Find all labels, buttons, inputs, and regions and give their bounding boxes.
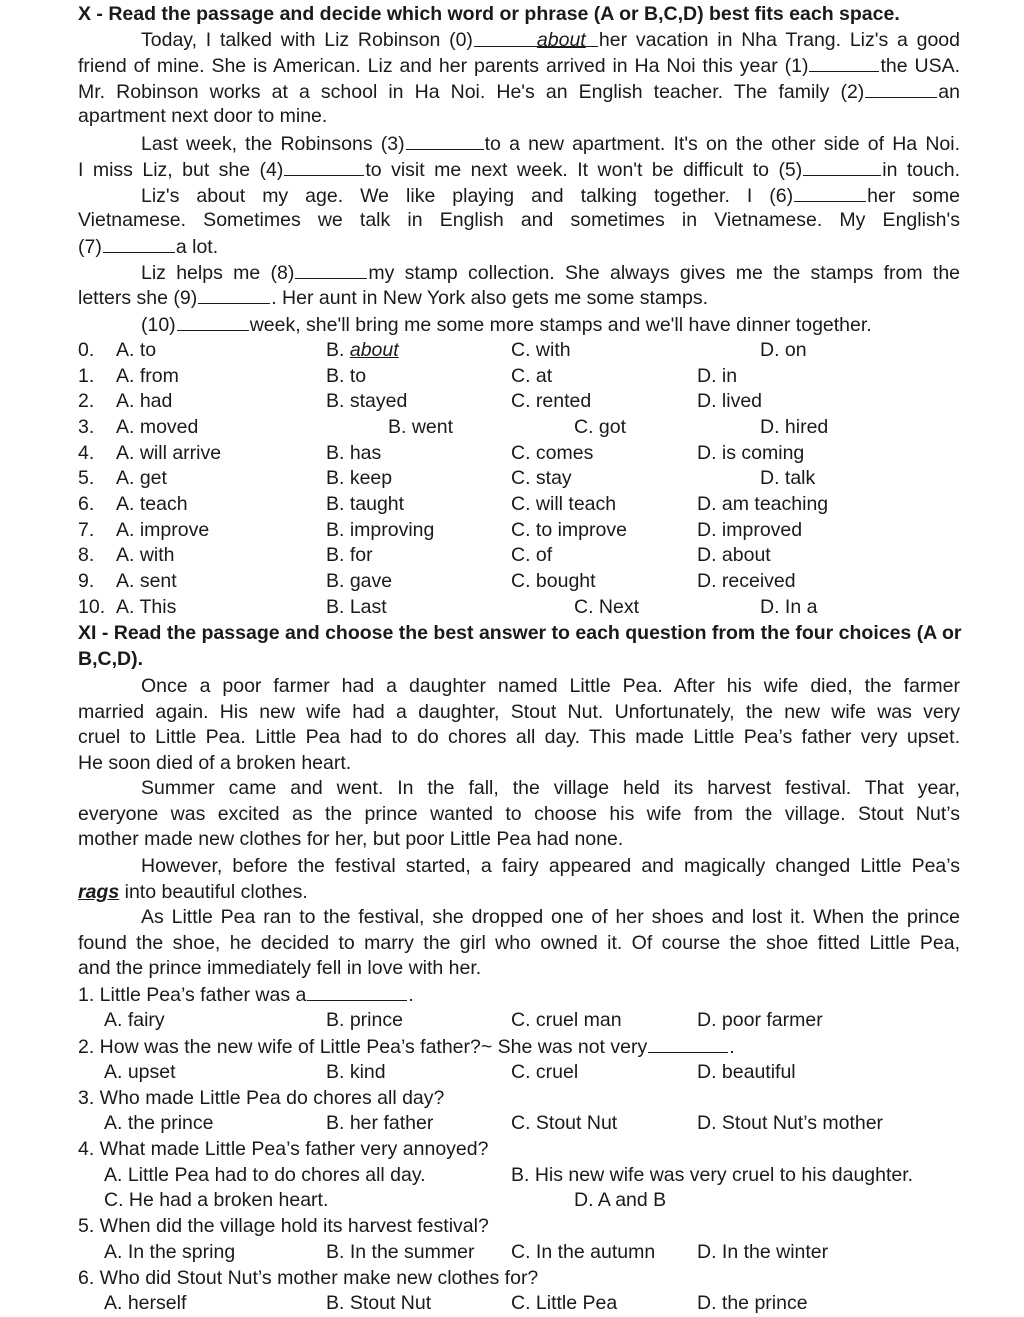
- x-item-5-option-d: D. talk: [760, 467, 816, 489]
- item-number: 1.: [78, 365, 95, 387]
- x-item-7-option-d: D. improved: [697, 519, 803, 541]
- x-item-9-option-a: A. sent: [116, 570, 177, 592]
- q3-option-d: D. Stout Nut’s mother: [697, 1112, 884, 1134]
- item-number: 10.: [78, 596, 106, 618]
- passage-line: Liz's about my age. We like playing and talking together. I (6) her some: [141, 185, 960, 207]
- x-item-10-option-b: B. Last: [326, 596, 387, 618]
- passage-line: As Little Pea ran to the festival, she dropped one of her shoes and lost it. When the prince: [141, 906, 960, 928]
- x-item-3-option-a: A. moved: [116, 416, 199, 438]
- x-item-6-option-c: C. will teach: [511, 493, 617, 515]
- q2-option-b: B. kind: [326, 1061, 386, 1083]
- blank-4: [284, 157, 364, 176]
- q1-option-c: C. cruel man: [511, 1009, 622, 1031]
- x-item-1-option-c: C. at: [511, 365, 553, 387]
- question-5: 5. When did the village hold its harvest festival?: [78, 1215, 489, 1237]
- blank-8: [295, 260, 367, 279]
- x-item-4-option-d: D. is coming: [697, 442, 805, 464]
- item-number: 9.: [78, 570, 95, 592]
- x-item-9-option-b: B. gave: [326, 570, 393, 592]
- passage-line: Last week, the Robinsons (3) to a new apartment. It's on the other side of Ha Noi.: [141, 133, 960, 155]
- x-item-6-option-b: B. taught: [326, 493, 405, 515]
- passage-line: Today, I talked with Liz Robinson (0) about her vacation in Nha Trang. Liz's a good: [141, 29, 960, 51]
- item-number: 5.: [78, 467, 95, 489]
- passage-line: found the shoe, he decided to marry the girl who owned it. Of course the shoe fitted Little Pea,: [78, 932, 960, 954]
- x-item-1-option-a: A. from: [116, 365, 179, 387]
- passage-line: cruel to Little Pea. Little Pea had to do chores all day. This made Little Pea’s father very upset.: [78, 726, 960, 748]
- question-1: 1. Little Pea’s father was a .: [78, 984, 414, 1006]
- question-2-blank: [648, 1034, 728, 1053]
- section-xi-heading-cont: B,C,D).: [78, 648, 143, 670]
- question-1-blank: [307, 982, 407, 1001]
- item-number: 4.: [78, 442, 95, 464]
- passage-line: and the prince immediately fell in love with her.: [78, 957, 482, 979]
- x-item-10-option-d: D. In a: [760, 596, 818, 618]
- q3-option-a: A. the prince: [104, 1112, 214, 1134]
- x-item-1-option-d: D. in: [697, 365, 738, 387]
- q6-option-d: D. the prince: [697, 1292, 808, 1314]
- x-item-3-option-c: C. got: [574, 416, 627, 438]
- q3-option-b: B. her father: [326, 1112, 434, 1134]
- x-item-8-option-c: C. of: [511, 544, 553, 566]
- item-number: 2.: [78, 390, 95, 412]
- question-4: 4. What made Little Pea’s father very annoyed?: [78, 1138, 489, 1160]
- blank-3: [406, 131, 484, 150]
- blank-9: [198, 285, 270, 304]
- x-item-4-option-b: B. has: [326, 442, 382, 464]
- q2-option-d: D. beautiful: [697, 1061, 796, 1083]
- q1-option-d: D. poor farmer: [697, 1009, 823, 1031]
- passage-line: Mr. Robinson works at a school in Ha Noi. He's an English teacher. The family (2) an: [78, 81, 960, 103]
- item-number: 3.: [78, 416, 95, 438]
- x-item-4-option-a: A. will arrive: [116, 442, 222, 464]
- x-item-8-option-b: B. for: [326, 544, 373, 566]
- q6-option-b: B. Stout Nut: [326, 1292, 432, 1314]
- blank-5: [803, 157, 881, 176]
- item-number: 8.: [78, 544, 95, 566]
- x-item-9-option-d: D. received: [697, 570, 796, 592]
- question-6: 6. Who did Stout Nut’s mother make new clothes for?: [78, 1267, 539, 1289]
- passage-line: Once a poor farmer had a daughter named Little Pea. After his wife died, the farmer: [141, 675, 960, 697]
- blank-1: [809, 53, 879, 72]
- x-item-8-option-a: A. with: [116, 544, 175, 566]
- x-item-6-option-d: D. am teaching: [697, 493, 829, 515]
- x-item-9-option-c: C. bought: [511, 570, 596, 592]
- passage-line: He soon died of a broken heart.: [78, 752, 352, 774]
- example-blank: about: [474, 28, 598, 47]
- q6-option-c: C. Little Pea: [511, 1292, 618, 1314]
- x-item-2-option-d: D. lived: [697, 390, 763, 412]
- x-item-3-option-d: D. hired: [760, 416, 829, 438]
- x-item-2-option-a: A. had: [116, 390, 173, 412]
- passage-line: mother made new clothes for her, but poor Little Pea had none.: [78, 828, 624, 850]
- q3-option-c: C. Stout Nut: [511, 1112, 618, 1134]
- item-number: 0.: [78, 339, 95, 361]
- q1-option-a: A. fairy: [104, 1009, 165, 1031]
- blank-2: [865, 79, 937, 98]
- q4-option-d: D. A and B: [574, 1189, 667, 1211]
- passage-line: Liz helps me (8) my stamp collection. She always gives me the stamps from the: [141, 262, 961, 284]
- x-item-0-option-c: C. with: [511, 339, 571, 361]
- passage-line: everyone was excited as the prince wanted to choose his wife from the village. Stout Nut’s: [78, 803, 960, 825]
- x-item-1-option-b: B. to: [326, 365, 367, 387]
- q1-option-b: B. prince: [326, 1009, 403, 1031]
- passage-line: (10) week, she'll bring me some more stamps and we'll have dinner together.: [141, 314, 872, 336]
- example-answer: about: [349, 339, 399, 361]
- x-item-2-option-b: B. stayed: [326, 390, 408, 412]
- x-item-0-option-a: A. to: [116, 339, 157, 361]
- item-number: 6.: [78, 493, 95, 515]
- q4-option-a: A. Little Pea had to do chores all day.: [104, 1164, 426, 1186]
- passage-line: (7) a lot.: [78, 236, 219, 258]
- q5-option-b: B. In the summer: [326, 1241, 475, 1263]
- blank-6: [794, 183, 866, 202]
- q4-option-b: B. His new wife was very cruel to his daughter.: [511, 1164, 914, 1186]
- passage-line: However, before the festival started, a fairy appeared and magically changed Little Pea’s: [141, 855, 960, 877]
- x-item-5-option-c: C. stay: [511, 467, 572, 489]
- x-item-10-option-c: C. Next: [574, 596, 640, 618]
- x-item-5-option-a: A. get: [116, 467, 167, 489]
- section-xi-heading: XI - Read the passage and choose the best answer to each question from the four choices (A or: [78, 622, 962, 644]
- passage-line: Summer came and went. In the fall, the village held its harvest festival. That year,: [141, 777, 960, 799]
- item-number: 7.: [78, 519, 95, 541]
- q4-option-c: C. He had a broken heart.: [104, 1189, 329, 1211]
- x-item-6-option-a: A. teach: [116, 493, 188, 515]
- q2-option-c: C. cruel: [511, 1061, 579, 1083]
- passage-line: Vietnamese. Sometimes we talk in English and sometimes in Vietnamese. My English's: [78, 209, 960, 231]
- passage-line: rags into beautiful clothes.: [78, 881, 308, 903]
- x-item-4-option-c: C. comes: [511, 442, 594, 464]
- question-3: 3. Who made Little Pea do chores all day?: [78, 1087, 445, 1109]
- x-item-3-option-b: B. went: [388, 416, 454, 438]
- x-item-8-option-d: D. about: [697, 544, 771, 566]
- blank-10: [177, 312, 249, 331]
- passage-line: married again. His new wife had a daughter, Stout Nut. Unfortunately, the new wife was very: [78, 701, 960, 723]
- q5-option-d: D. In the winter: [697, 1241, 829, 1263]
- q5-option-c: C. In the autumn: [511, 1241, 656, 1263]
- x-item-0-option-d: D. on: [760, 339, 807, 361]
- passage-line: I miss Liz, but she (4) to visit me next week. It won't be difficult to (5) in touch.: [78, 159, 961, 181]
- underlined-word: rags: [78, 881, 120, 903]
- passage-line: letters she (9) . Her aunt in New York also gets me some stamps.: [78, 287, 708, 309]
- x-item-7-option-c: C. to improve: [511, 519, 627, 541]
- question-2: 2. How was the new wife of Little Pea’s father?~ She was not very .: [78, 1036, 735, 1058]
- x-item-10-option-a: A. This: [116, 596, 177, 618]
- q6-option-a: A. herself: [104, 1292, 187, 1314]
- passage-line: apartment next door to mine.: [78, 105, 328, 127]
- x-item-5-option-b: B. keep: [326, 467, 393, 489]
- x-item-0-option-b: B. about: [326, 339, 399, 361]
- x-item-7-option-a: A. improve: [116, 519, 210, 541]
- q2-option-a: A. upset: [104, 1061, 176, 1083]
- blank-7: [103, 234, 175, 253]
- q5-option-a: A. In the spring: [104, 1241, 236, 1263]
- x-item-7-option-b: B. improving: [326, 519, 435, 541]
- passage-line: friend of mine. She is American. Liz and her parents arrived in Ha Noi this year (1) the USA.: [78, 55, 960, 77]
- x-item-2-option-c: C. rented: [511, 390, 592, 412]
- section-x-heading: X - Read the passage and decide which word or phrase (A or B,C,D) best fits each space.: [78, 3, 900, 25]
